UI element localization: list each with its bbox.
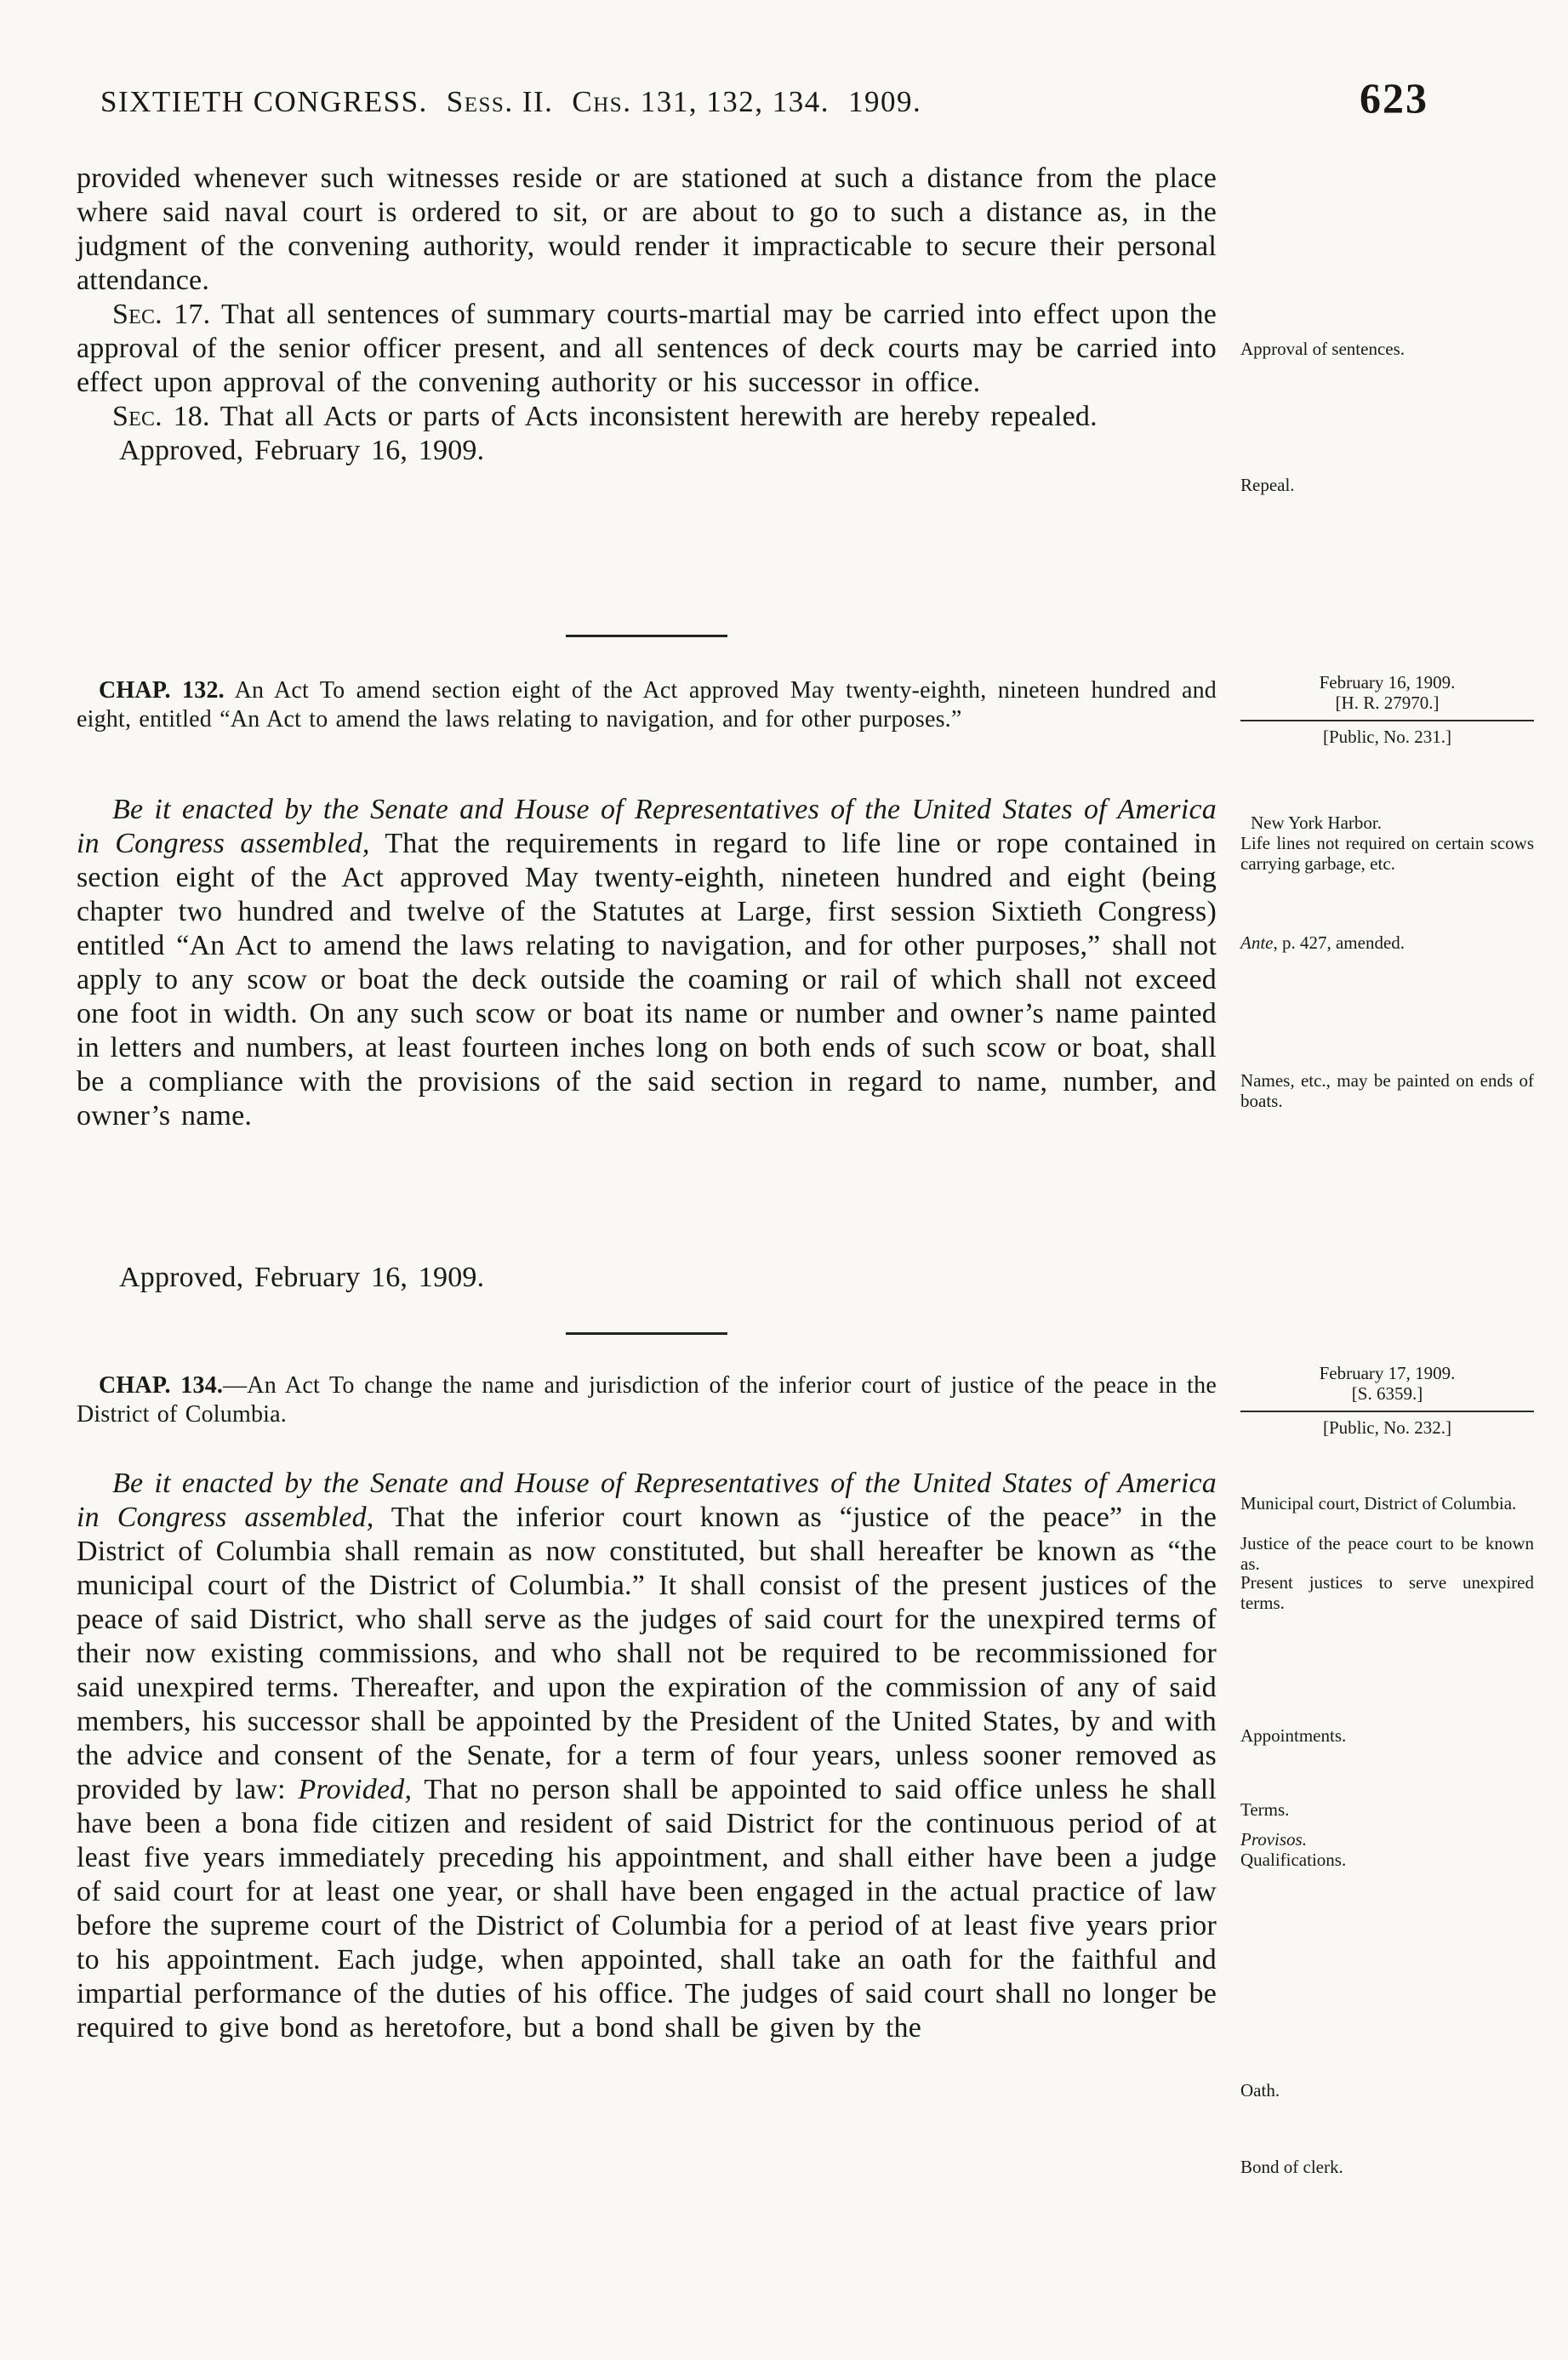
margin-divider [1240, 720, 1534, 721]
chapter-132-heading [77, 676, 1217, 734]
continuation-text: provided whenever such witnesses reside or are stationed at such a distance from the place where said naval court is ordered to sit, or are about to go to such a distance as, in the judgment of the convening authority, would render it impracticable to secure their personal attendance. [77, 162, 1217, 296]
chapter-divider [566, 1332, 727, 1335]
chapter-132-text: That the requirements in regard to life line or rope contained in section eight of the Act approved May twenty-eighth, nineteen hundred and eight (being chapter two hundred and twelve of the Statutes at Large, first session Sixtieth Congress) entitled “An Act to amend the laws relating to navigation, and for other purposes,” shall not apply to any scow or boat the deck outside the coaming or rail of which shall not exceed one foot in width. On any such scow or boat its name or number and owner’s name painted in letters and numbers, at least fourteen inches long on both ends of such scow or boat, shall be a compliance with the provisions of the said section in regard to name, number, and owner’s name. [77, 828, 1217, 1132]
running-head-chapters: Chs. 131, 132, 134. [572, 85, 830, 118]
margin-note-terms: Terms. [1240, 1799, 1290, 1820]
chapter-132-bill-number: [H. R. 27970.] [1335, 693, 1440, 713]
margin-note-subject-title: New York Harbor. [1251, 812, 1382, 833]
enacting-clause-134: Be it enacted by the Senate and House of Representatives of the United States of America in Congress assembled, [77, 1468, 1217, 1533]
ante-italic: Ante [1240, 932, 1274, 953]
enacting-clause-132: Be it enacted by the Senate and House of Representatives of the United States of America in Congress assembled, [77, 794, 1217, 859]
chapter-132-body [77, 793, 1217, 1133]
chapter-134-label: CHAP. 134. [99, 1372, 224, 1399]
chapter-132-date: February 16, 1909. [1319, 672, 1456, 693]
chapter-134-body [77, 1467, 1217, 2045]
running-head [100, 85, 940, 119]
margin-note-bond-of-clerk: Bond of clerk. [1240, 2157, 1343, 2177]
running-head-congress: SIXTIETH CONGRESS. [100, 85, 428, 118]
margin-note-names-painted: Names, etc., may be painted on ends of boats. [1240, 1070, 1534, 1111]
sec-17-paragraph [77, 298, 1217, 400]
chapter-132-enactment-paragraph [77, 793, 1217, 1133]
chapter-134-text-1: That the inferior court known as “justice of the peace” in the District of Columbia shall remain as now constituted, but shall hereafter be known as “the municipal court of the District of Columbia.” It shall consist of the present justices of the peace of said District, who shall serve as the judges of said court for the unexpired terms of their now existing commissions, and who shall not be required to be recommissioned for said unexpired terms. Thereafter, and upon the expiration of the commission of any of said members, his successor shall be appointed by the President of the United States, by and with the advice and consent of the Senate, for a term of four years, unless sooner removed as provided by law: [77, 1502, 1217, 1805]
margin-note-municipal-court: Municipal court, District of Columbia. [1240, 1493, 1517, 1513]
chapter-131-continuation [77, 162, 1217, 468]
page-number: 623 [1360, 74, 1428, 122]
sec-17-label: Sec. 17. [112, 299, 211, 330]
ante-rest: , p. 427, amended. [1273, 932, 1405, 953]
sec-18-label: Sec. 18. [112, 401, 210, 432]
chapter-132-public-number: [Public, No. 231.] [1322, 727, 1452, 747]
margin-note-justice-of-peace: Justice of the peace court to be known as. [1240, 1533, 1534, 1574]
chapter-132-title: An Act To amend section eight of the Act approved May twenty-eighth, nineteen hundred and eight, entitled “An Act to amend the laws relating to navigation, and for other purposes.” [77, 677, 1217, 733]
margin-note-new-york-harbor [1240, 812, 1534, 874]
sec-17-text: That all sentences of summary courts-martial may be carried into effect upon the approval of the senior officer present, and all sentences of deck courts may be carried into effect upon approval of the convening authority or his successor in office. [77, 299, 1217, 398]
chapter-134-text-2: That no person shall be appointed to said office unless he shall have been a bona fide citizen and resident of said District for the continuous period of at least five years immediately preceding his appointment, and shall either have been a judge of said court for at least one year, or shall have been engaged in the actual practice of law before the supreme court of the District of Columbia for a period of at least five years prior to his appointment. Each judge, when appointed, shall take an oath for the faithful and impartial performance of the duties of his office. The judges of said court shall no longer be required to give bond as heretofore, but a bond shall be given by the [77, 1774, 1217, 2044]
approved-line-132: Approved, February 16, 1909. [119, 1262, 485, 1293]
margin-note-provisos [1240, 1829, 1534, 1870]
chapter-134-heading [77, 1371, 1217, 1429]
margin-note-subject-text: Life lines not required on certain scows carrying garbage, etc. [1240, 833, 1534, 874]
chapter-134-enactment-paragraph [77, 1467, 1217, 2045]
provided-clause: Provided, [298, 1774, 413, 1805]
chapter-134-public-number: [Public, No. 232.] [1322, 1417, 1452, 1438]
margin-note-appointments: Appointments. [1240, 1725, 1347, 1746]
margin-divider [1240, 1411, 1534, 1412]
qualifications-label: Qualifications. [1240, 1850, 1347, 1870]
chapter-134-title: —An Act To change the name and jurisdiction of the inferior court of justice of the peace in the District of Columbia. [77, 1372, 1217, 1428]
margin-note-oath: Oath. [1240, 2080, 1280, 2101]
margin-note-repeal: Repeal. [1240, 475, 1295, 495]
running-head-session: Sess. II. [446, 85, 554, 118]
sec-18-paragraph [77, 400, 1217, 434]
margin-note-chapter-132-date [1240, 672, 1534, 747]
chapter-134-date: February 17, 1909. [1319, 1363, 1456, 1383]
approved-line-131: Approved, February 16, 1909. [119, 435, 485, 466]
chapter-132-label: CHAP. 132. [99, 677, 225, 704]
running-head-year: 1909. [847, 85, 922, 118]
margin-note-chapter-134-date [1240, 1363, 1534, 1438]
margin-note-present-justices: Present justices to serve unexpired terms. [1240, 1572, 1534, 1613]
chapter-divider [566, 635, 727, 637]
chapter-134-bill-number: [S. 6359.] [1351, 1383, 1423, 1404]
margin-note-approval-of-sentences: Approval of sentences. [1240, 339, 1405, 359]
margin-note-ante-reference [1240, 932, 1534, 953]
provisos-label: Provisos. [1240, 1829, 1307, 1850]
sec-18-text: That all Acts or parts of Acts inconsistent herewith are hereby repealed. [209, 401, 1098, 432]
continuation-paragraph [77, 162, 1217, 298]
